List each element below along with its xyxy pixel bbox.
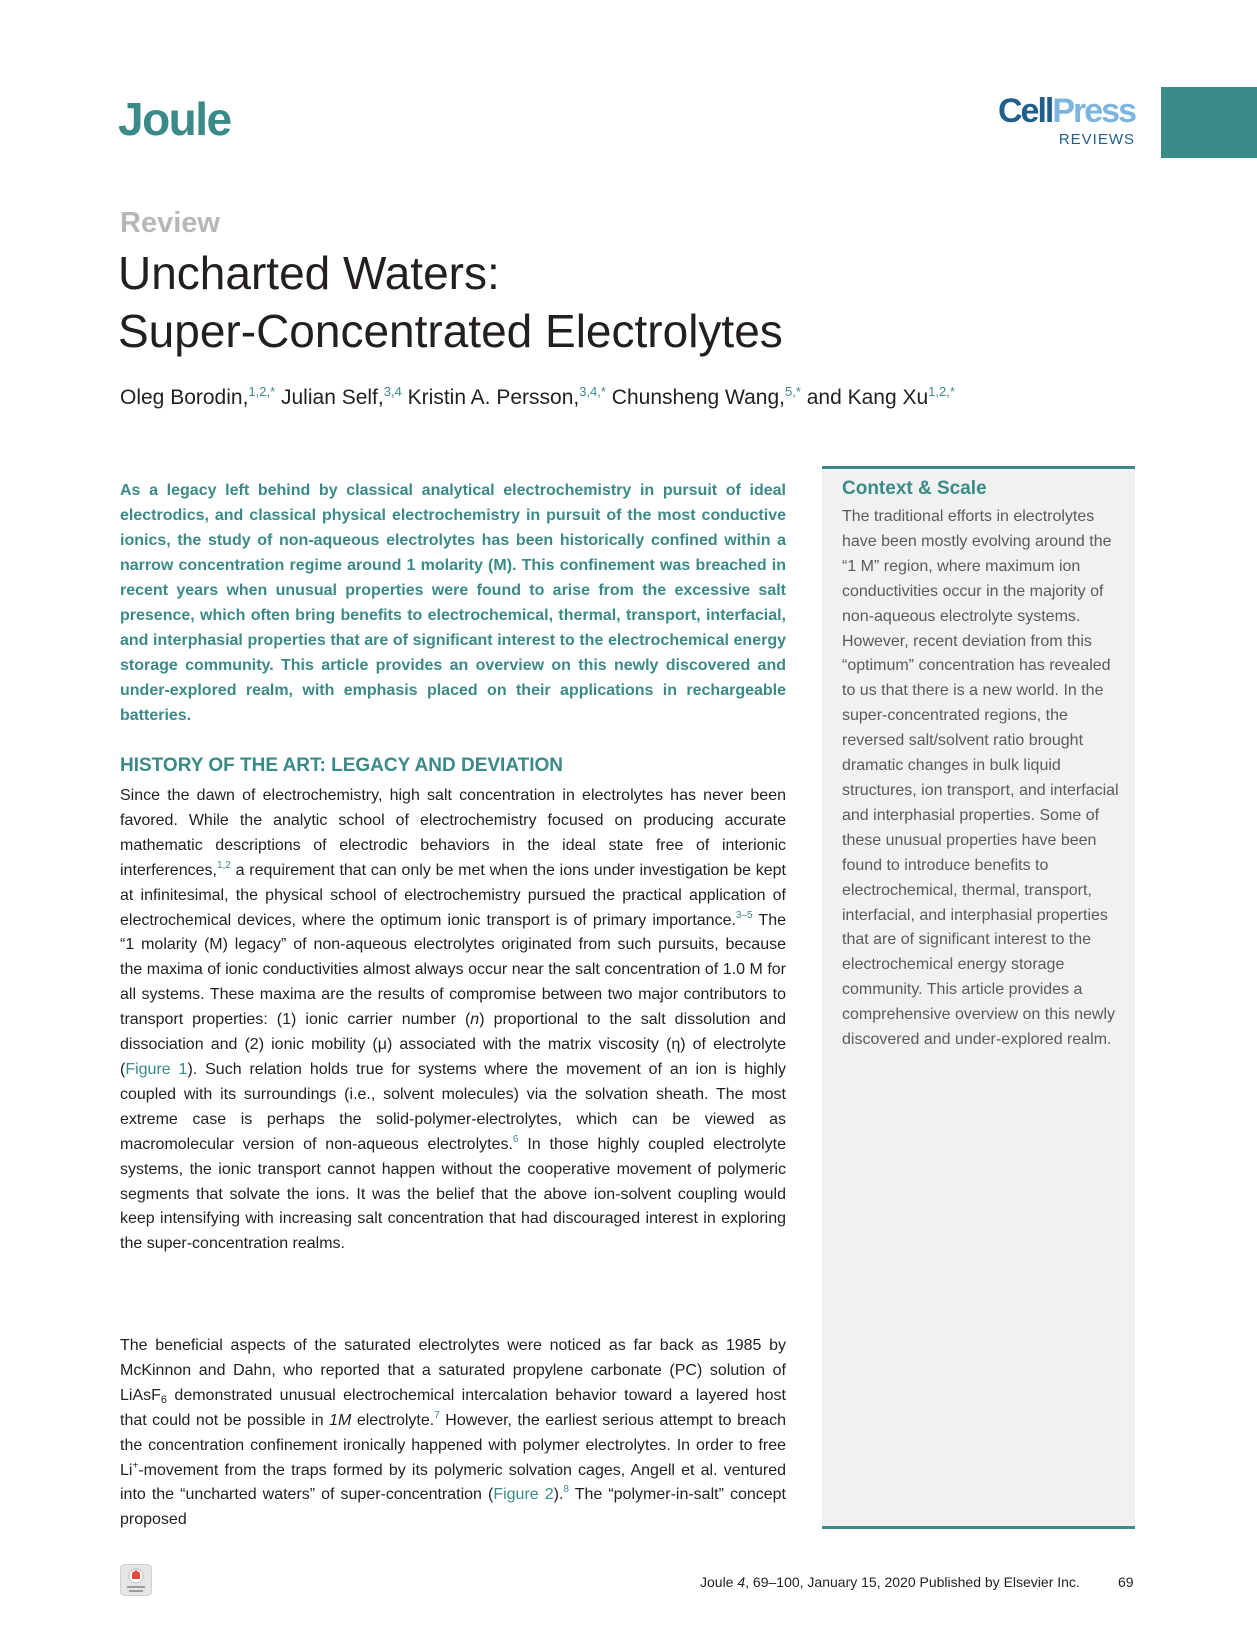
author-affiliation[interactable]: 3,4,* bbox=[579, 384, 606, 399]
footer-citation-rest: , 69–100, January 15, 2020 Published by Elsevier Inc. bbox=[745, 1574, 1080, 1590]
italic-text: 1M bbox=[329, 1411, 352, 1429]
text-run: In those highly coupled electrolyte systems, the ionic transport cannot happen without the cooperative movement of polymeric segments that solvate the ions. It was the belief that the above ion-solvent coupling would keep intensifying with increasing salt concentration that had discouraged interest in exploring the super-concentration realms. bbox=[120, 1135, 786, 1253]
context-scale-heading: Context & Scale bbox=[842, 478, 987, 499]
author-name: Chunsheng Wang, bbox=[605, 386, 785, 409]
page-number: 69 bbox=[1118, 1574, 1134, 1590]
text-run: ). bbox=[553, 1486, 564, 1504]
reference-link[interactable]: 8 bbox=[563, 1484, 569, 1496]
title-line-2: Super-Concentrated Electrolytes bbox=[118, 305, 783, 357]
italic-symbol: n bbox=[470, 1011, 480, 1029]
abstract: As a legacy left behind by classical analytical electrochemistry in pursuit of ideal electrodics, and classical physical electrochemistry in pursuit of the most conductive ionics, the study of non-aqueous electrolytes has been historically confined within a narrow concentration regime around 1 molarity (M). This confinement was breached in recent years when unusual properties were found to arise from the excessive salt presence, which often bring benefits to electrochemical, thermal, transport, interfacial, and interphasial properties that are of significant interest to the electrochemical energy storage community. This article provides an overview on this newly discovered and under-explored realm, with emphasis placed on their applications in rechargeable batteries. bbox=[120, 482, 786, 724]
text-run: However, the earliest serious attempt to breach the concentration confinement ironically happened with polymer electrolytes. In order to free Li bbox=[120, 1411, 787, 1479]
reference-link[interactable]: 6 bbox=[512, 1133, 519, 1145]
author-name: Kristin A. Persson, bbox=[401, 386, 580, 409]
author-name: and Kang Xu bbox=[800, 386, 929, 409]
title-line-1: Uncharted Waters: bbox=[118, 247, 500, 299]
text-run: The “1 molarity (M) legacy” of non-aqueous electrolytes originated from such pursuits, because the maxima of ionic conductivities almost always occur near the salt concentration of 1.0 M for all systems. These maxima are the results of compromise between two major contributors to transport properties: (1) ionic carrier number ( bbox=[120, 911, 786, 1029]
figure-2-link[interactable]: Figure 2 bbox=[493, 1486, 554, 1504]
article-title bbox=[118, 244, 1018, 360]
text-run: electrolyte. bbox=[351, 1411, 435, 1429]
corner-color-tab bbox=[1161, 87, 1257, 158]
text-run: The “polymer-in-salt” concept proposed bbox=[120, 1486, 786, 1529]
article-type-label: Review bbox=[120, 207, 220, 239]
cellpress-logo bbox=[990, 92, 1135, 152]
body-paragraph-2 bbox=[120, 1334, 786, 1533]
author-affiliation[interactable]: 5,* bbox=[784, 384, 801, 399]
superscript: + bbox=[132, 1460, 139, 1472]
text-run: a requirement that can only be met when the ions under investigation be kept at infinitesimal, the physical school of electrochemistry pursued the practical application of electrochemical devices, where the optimum ionic transport is of primary importance. bbox=[120, 861, 786, 929]
subscript: 6 bbox=[160, 1393, 168, 1406]
context-scale-text: The traditional efforts in electrolytes have been mostly evolving around the “1 M” region, where maximum ion conductivities occur in the majority of non-aqueous electrolyte systems. However, recent deviation from this “optimum” concentration has revealed to us that there is a new world. In the super-concentrated regions, the reversed salt/solvent ratio brought dramatic changes in bulk liquid structures, ion transport, and interfacial and interphasial properties. Some of these unusual properties have been found to introduce benefits to electrochemical, thermal, transport, interfacial, and interphasial properties that are of significant interest to the electrochemical energy storage community. This article provides a comprehensive overview on this newly discovered and under-explored realm. bbox=[842, 508, 1119, 1049]
author-name: Julian Self, bbox=[275, 386, 384, 409]
check-for-updates-icon[interactable] bbox=[120, 1564, 152, 1596]
text-run: The beneficial aspects of the saturated electrolytes were noticed as far back as 1985 by McKinnon and Dahn, who reported that a saturated propylene carbonate (PC) solution of LiAsF bbox=[120, 1337, 786, 1404]
author-list bbox=[120, 386, 955, 410]
journal-title: Joule bbox=[118, 93, 231, 145]
logo-subtitle: REVIEWS bbox=[1058, 131, 1135, 148]
author-affiliation[interactable]: 1,2,* bbox=[248, 384, 276, 399]
author-affiliation[interactable]: 3,4 bbox=[383, 384, 402, 399]
footer-volume: 4 bbox=[737, 1574, 746, 1590]
text-run: ) proportional to the salt dissolution and dissociation and (2) ionic mobility (μ) associated with the matrix viscosity (η) of electrolyte ( bbox=[120, 1011, 786, 1078]
text-run: Since the dawn of electrochemistry, high salt concentration in electrolytes has never been favored. While the analytic school of electrochemistry focused on producing accurate mathematic descriptions of electrodic behaviors in the ideal state free of interionic interferences, bbox=[120, 787, 786, 879]
figure-1-link[interactable]: Figure 1 bbox=[125, 1060, 188, 1078]
footer-citation bbox=[700, 1574, 1080, 1590]
text-run: ). Such relation holds true for systems where the movement of an ion is highly coupled with its surroundings (i.e., solvent molecules) via the solvation sheath. The most extreme case is perhaps the solid-polymer-electrolytes, which can be viewed as macromolecular version of non-aqueous electrolytes. bbox=[120, 1060, 787, 1153]
text-run: -movement from the traps formed by its polymeric solvation cages, Angell et al. ventured into the “uncharted waters” of super-concentration ( bbox=[120, 1461, 786, 1504]
reference-link[interactable]: 1,2 bbox=[216, 859, 231, 871]
body-paragraph-1 bbox=[120, 784, 786, 1257]
text-run: demonstrated unusual electrochemical intercalation behavior toward a layered host that could not be possible in bbox=[120, 1386, 786, 1429]
author-name: Oleg Borodin, bbox=[120, 386, 249, 409]
section-heading: HISTORY OF THE ART: LEGACY AND DEVIATION bbox=[120, 755, 564, 776]
footer-journal: Joule bbox=[700, 1574, 734, 1590]
reference-link[interactable]: 3–5 bbox=[735, 909, 753, 921]
logo-wordmark: CellPress bbox=[998, 92, 1135, 130]
reference-link[interactable]: 7 bbox=[434, 1409, 440, 1421]
author-affiliation[interactable]: 1,2,* bbox=[928, 384, 955, 399]
